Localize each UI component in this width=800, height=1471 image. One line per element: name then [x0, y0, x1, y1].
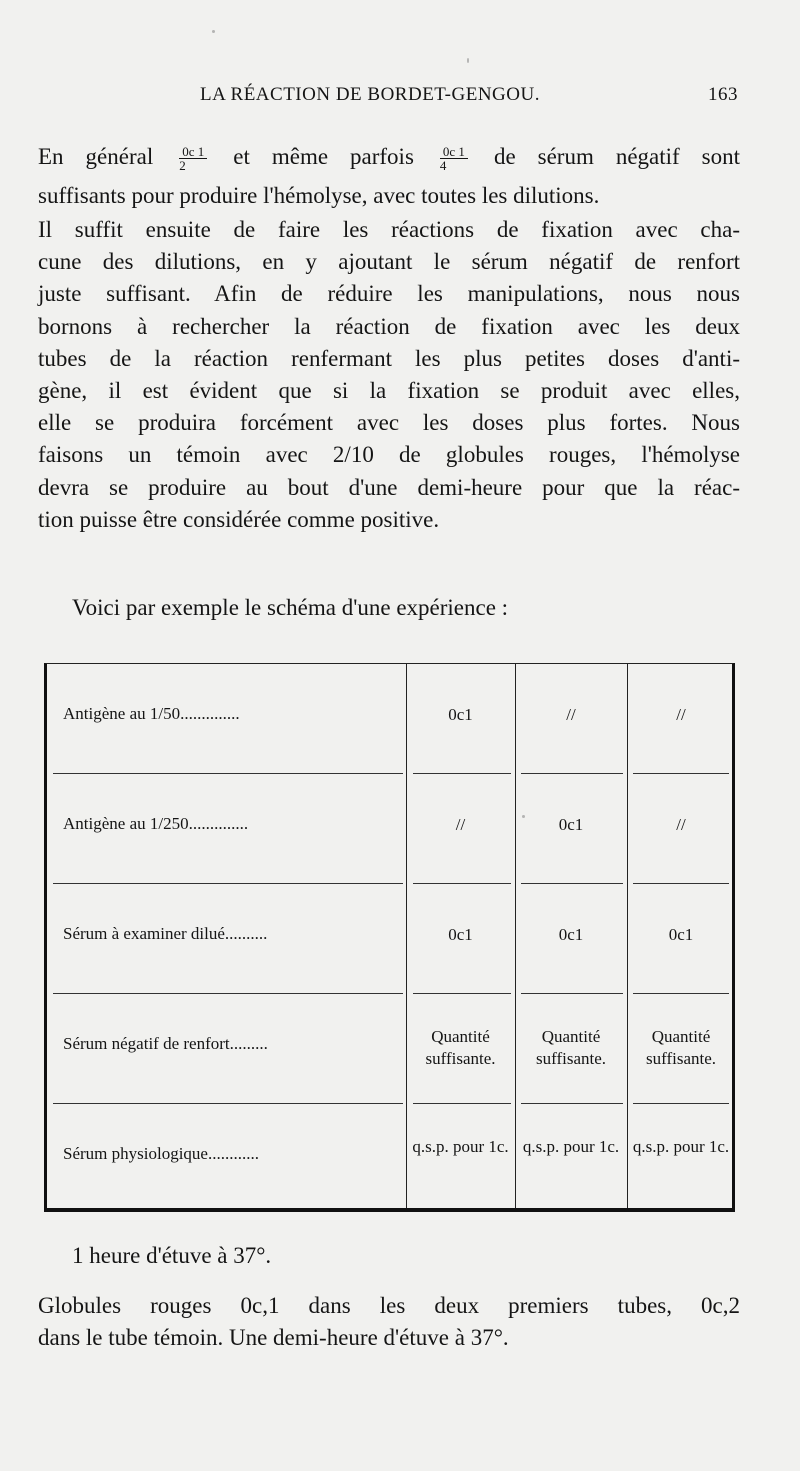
table-cell: Quantité suffisante. [425, 1027, 496, 1068]
paragraph-1-line-1: En général $\frac{0c 1}{2}$ et même parfois $\frac{0c 1}{4}$ de sérum négatif sont [38, 144, 741, 174]
table-cell: 0c1 [668, 925, 694, 944]
page-number: 163 [708, 84, 738, 105]
table-row [47, 994, 732, 1102]
table-cell: 0c1 [448, 925, 473, 944]
paragraph-2 [38, 214, 740, 536]
running-title: LA RÉACTION DE BORDET-GENGOU. [200, 84, 540, 105]
paragraph-5 [38, 1290, 740, 1354]
table-row [47, 884, 732, 992]
fraction-2: $\frac{0c 1}{4}$ [440, 145, 468, 172]
table-cell: // [676, 705, 686, 724]
text-line: Il suffit ensuite de faire les réactions de fixation avec cha- [38, 217, 740, 242]
paragraph-1-line-2: suffisants pour produire l'hémolyse, avec toutes les dilutions. [38, 183, 600, 208]
paragraph-1 [38, 134, 740, 212]
table-row [47, 1104, 732, 1212]
row-label: Antigène au 1/50.............. [63, 704, 240, 723]
fraction-1: $\frac{0c 1}{2}$ [179, 145, 207, 172]
table-row [47, 774, 732, 882]
row-label: Sérum négatif de renfort......... [63, 1034, 268, 1053]
text-line: Globules rouges 0c,1 dans les deux premiers tubes, 0c,2 [38, 1293, 740, 1318]
text-line: bornons à rechercher la réaction de fixation avec les deux [38, 313, 740, 339]
text-line: elle se produira forcément avec les doses plus fortes. Nous [38, 410, 740, 436]
paragraph-4: 1 heure d'étuve à 37°. [72, 1243, 272, 1268]
table-cell: q.s.p. pour 1c. [632, 1137, 730, 1156]
text-line: tubes de la réaction renfermant les plus petites doses d'anti- [38, 345, 740, 371]
table-cell: // [455, 815, 466, 834]
table-cell: 0c1 [558, 925, 584, 944]
row-label: Antigène au 1/250.............. [63, 814, 249, 833]
table-cell: // [566, 705, 576, 724]
text-line: devra se produire au bout d'une demi-heure pour que la réac- [38, 474, 740, 500]
text-line: cune des dilutions, en y ajoutant le sérum négatif de renfort [38, 249, 740, 275]
paragraph-3: Voici par exemple le schéma d'une expérience : [72, 595, 509, 620]
table-cell: Quantité suffisante. [535, 1027, 607, 1068]
text-line: dans le tube témoin. Une demi-heure d'étuve à 37°. [38, 1325, 509, 1351]
table-cell: 0c1 [448, 705, 473, 724]
table-cell: q.s.p. pour 1c. [522, 1137, 620, 1156]
table-cell: Quantité suffisante. [645, 1027, 717, 1068]
table-cell: q.s.p. pour 1c. [412, 1137, 509, 1156]
paper-speck [212, 30, 215, 33]
text-line: juste suffisant. Afin de réduire les manipulations, nous nous [38, 281, 740, 307]
table-cell: 0c1 [558, 815, 584, 834]
text-line: gène, il est évident que si la fixation se produit avec elles, [38, 378, 740, 404]
text-line: tion puisse être considérée comme positive. [38, 506, 440, 532]
paper-speck [522, 815, 525, 818]
paper-speck [467, 58, 469, 63]
row-label: Sérum à examiner dilué.......... [63, 924, 268, 943]
table-cell: // [676, 815, 686, 834]
row-label: Sérum physiologique............ [63, 1144, 259, 1163]
experiment-table [44, 663, 735, 1212]
table-row [47, 664, 732, 772]
text-line: faisons un témoin avec 2/10 de globules rouges, l'hémolyse [38, 442, 740, 468]
